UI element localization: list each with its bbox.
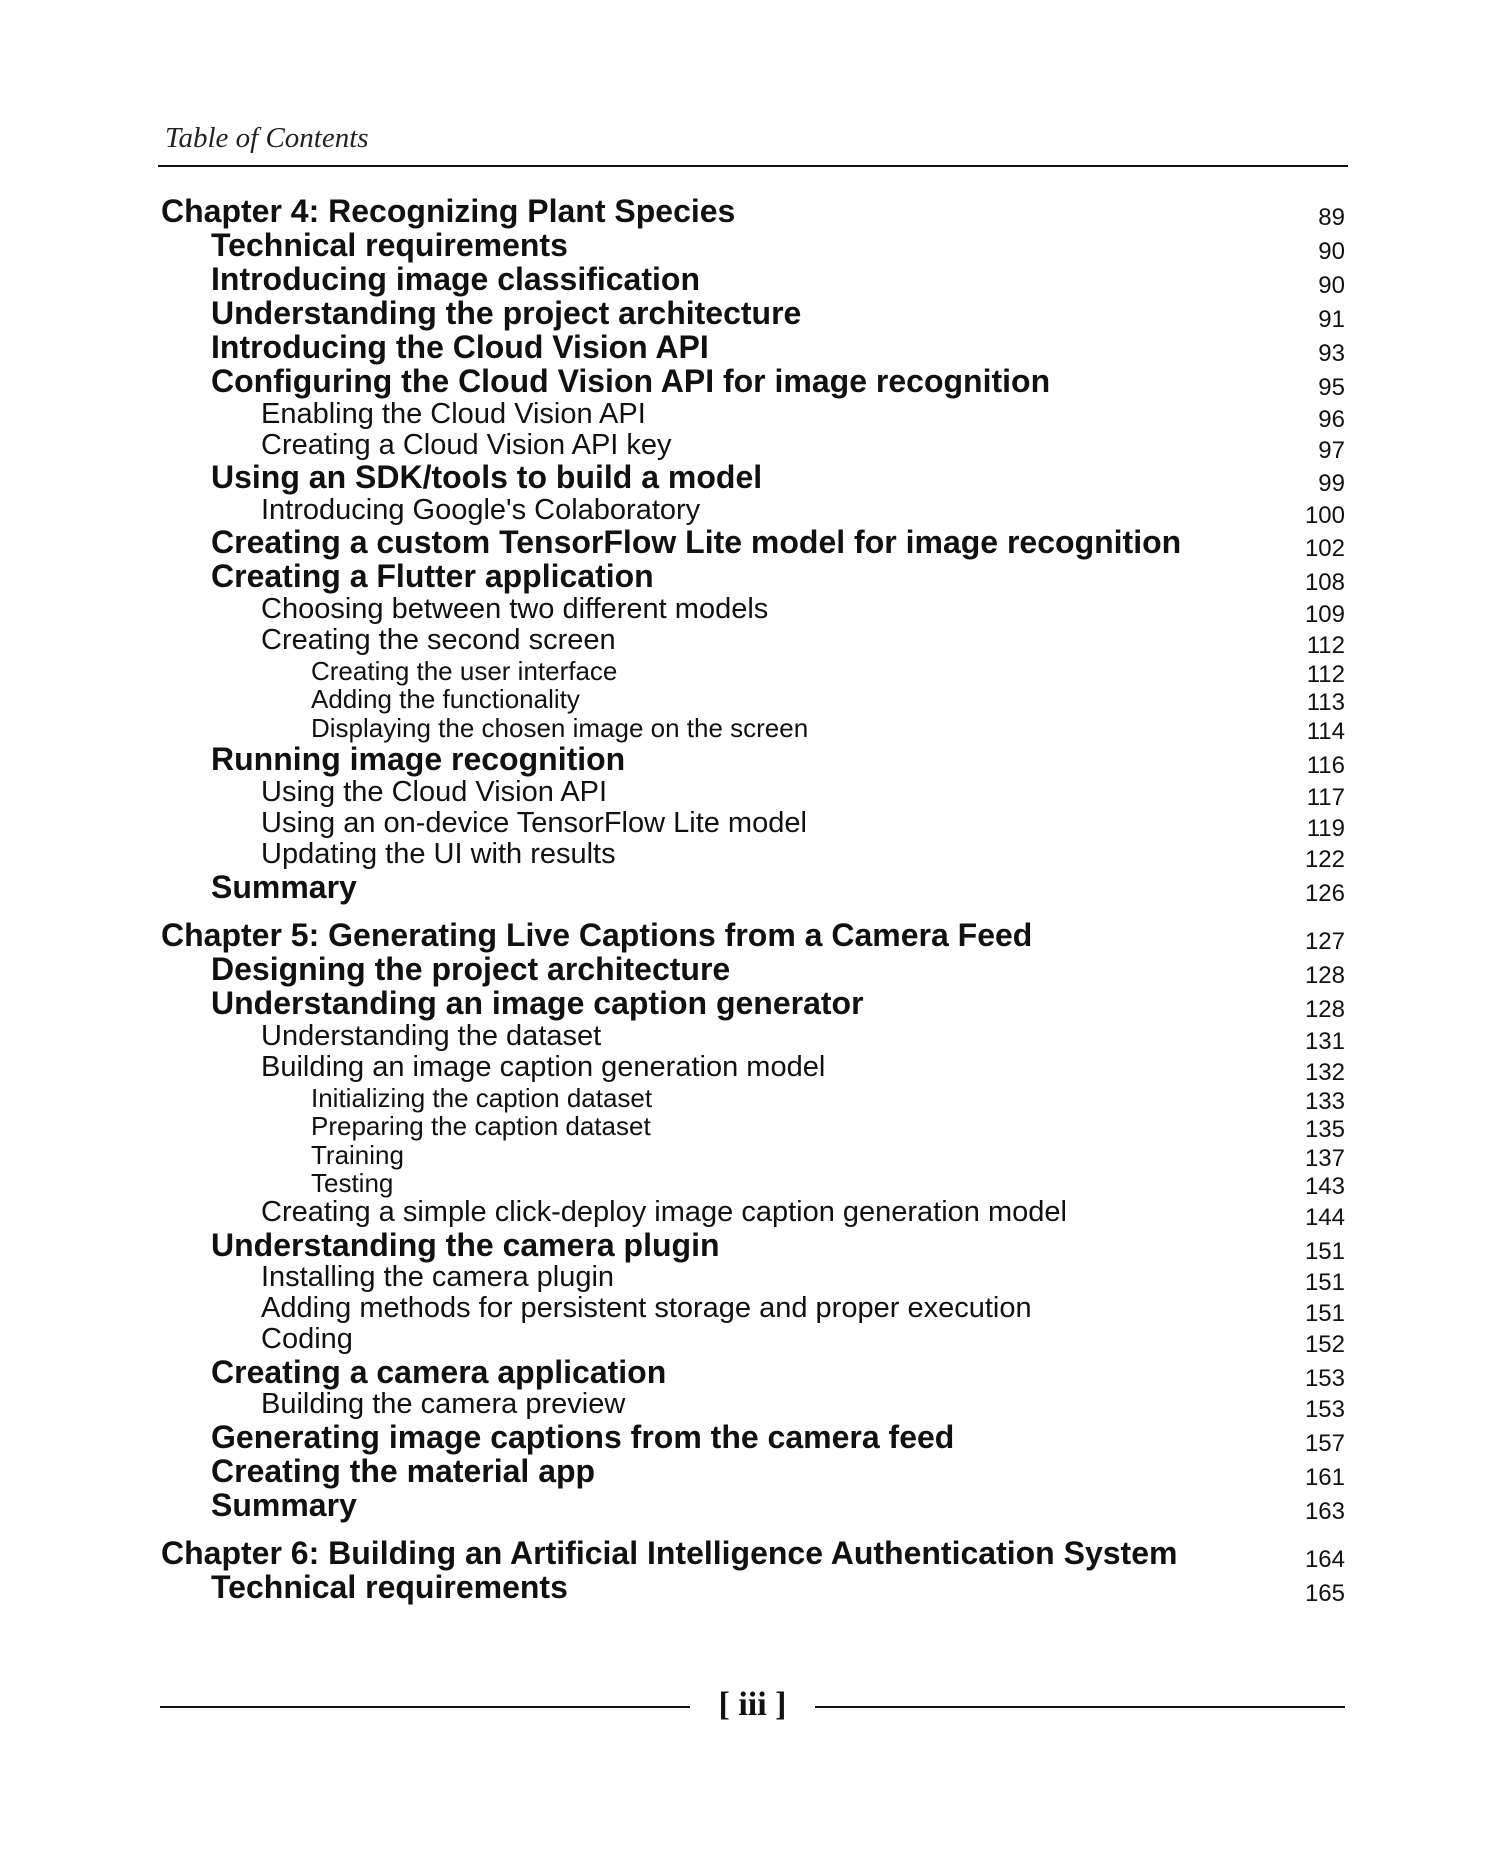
- toc-entry-title[interactable]: Creating the material app: [211, 1453, 596, 1489]
- toc-entry-title[interactable]: Technical requirements: [211, 1569, 568, 1605]
- toc-entry-title[interactable]: Initializing the caption dataset: [311, 1083, 653, 1113]
- toc-entry-title[interactable]: Installing the camera plugin: [261, 1261, 615, 1293]
- toc-entry-page-number: 99: [1318, 470, 1345, 497]
- toc-entry-title[interactable]: Building the camera preview: [261, 1388, 626, 1420]
- toc-entry-title[interactable]: Creating a Cloud Vision API key: [261, 429, 672, 461]
- toc-entry-page-number: 91: [1318, 306, 1345, 333]
- toc-entry-page-number: 102: [1304, 535, 1345, 562]
- toc-entry-subsection[interactable]: [0, 398, 1500, 433]
- toc-entry-title[interactable]: Understanding the camera plugin: [211, 1227, 720, 1263]
- toc-entry-page-number: 131: [1304, 1028, 1345, 1055]
- toc-entry-section[interactable]: [0, 1569, 1500, 1607]
- toc-entry-subsubsection[interactable]: [0, 1140, 1500, 1172]
- toc-entry-page-number: 90: [1318, 238, 1345, 265]
- toc-entry-title[interactable]: Introducing the Cloud Vision API: [211, 329, 709, 365]
- toc-entry-page-number: 164: [1304, 1546, 1345, 1573]
- toc-entry-title[interactable]: Chapter 4: Recognizing Plant Species: [161, 193, 736, 229]
- toc-entry-page-number: 153: [1304, 1365, 1345, 1392]
- toc-entry-title[interactable]: Using an SDK/tools to build a model: [211, 459, 763, 495]
- toc-entry-title[interactable]: Testing: [311, 1168, 394, 1198]
- toc-entry-page-number: 163: [1304, 1498, 1345, 1525]
- toc-entry-subsection[interactable]: [0, 593, 1500, 628]
- toc-entry-page-number: 133: [1304, 1088, 1345, 1115]
- toc-entry-page-number: 114: [1306, 718, 1345, 745]
- toc-entry-title[interactable]: Using the Cloud Vision API: [261, 776, 608, 808]
- toc-entry-title[interactable]: Running image recognition: [211, 741, 626, 777]
- toc-entry-page-number: 119: [1306, 815, 1345, 842]
- toc-entry-section[interactable]: [0, 1354, 1500, 1392]
- toc-entry-title[interactable]: Understanding the project architecture: [211, 295, 802, 331]
- toc-entry-section[interactable]: [0, 363, 1500, 401]
- toc-entry-page-number: 122: [1304, 846, 1345, 873]
- toc-entry-title[interactable]: Adding the functionality: [311, 684, 580, 714]
- toc-entry-subsection[interactable]: [0, 624, 1500, 659]
- toc-entry-page-number: 152: [1304, 1331, 1345, 1358]
- toc-entry-title[interactable]: Coding: [261, 1323, 353, 1355]
- toc-entry-section[interactable]: [0, 558, 1500, 596]
- toc-entry-page-number: 109: [1304, 601, 1345, 628]
- toc-entry-subsection[interactable]: [0, 1051, 1500, 1086]
- toc-entry-title[interactable]: Displaying the chosen image on the screen: [311, 713, 809, 743]
- toc-entry-title[interactable]: Updating the UI with results: [261, 838, 616, 870]
- toc-entry-title[interactable]: Technical requirements: [211, 227, 568, 263]
- toc-entry-page-number: 96: [1318, 406, 1345, 433]
- toc-entry-subsubsection[interactable]: [0, 656, 1500, 688]
- toc-entry-title[interactable]: Chapter 6: Building an Artificial Intelligence Authentication System: [161, 1535, 1178, 1571]
- toc-entry-title[interactable]: Creating a simple click-deploy image caption generation model: [261, 1196, 1067, 1228]
- toc-entry-title[interactable]: Summary: [211, 869, 357, 905]
- toc-entry-page-number: 112: [1306, 632, 1345, 659]
- toc-entry-subsection[interactable]: [0, 1292, 1500, 1327]
- toc-entry-page-number: 93: [1318, 340, 1345, 367]
- toc-entry-title[interactable]: Building an image caption generation model: [261, 1051, 826, 1083]
- toc-entry-page-number: 95: [1318, 374, 1345, 401]
- toc-entry-section[interactable]: [0, 741, 1500, 779]
- toc-entry-page-number: 126: [1304, 880, 1345, 907]
- toc-entry-page-number: 97: [1318, 437, 1345, 464]
- toc-entry-section[interactable]: [0, 985, 1500, 1023]
- toc-entry-page-number: 135: [1304, 1116, 1345, 1143]
- toc-entry-page-number: 113: [1306, 689, 1345, 716]
- toc-entry-title[interactable]: Creating a camera application: [211, 1354, 667, 1390]
- toc-entry-section[interactable]: [0, 869, 1500, 907]
- toc-entry-title[interactable]: Preparing the caption dataset: [311, 1111, 651, 1141]
- toc-entry-page-number: 89: [1318, 204, 1345, 231]
- toc-entry-subsubsection[interactable]: [0, 1111, 1500, 1143]
- toc-entry-page-number: 151: [1304, 1300, 1345, 1327]
- footer-rule-right: [815, 1706, 1345, 1708]
- toc-entry-title[interactable]: Creating the user interface: [311, 656, 618, 686]
- page-number: [ iii ]: [718, 1686, 787, 1723]
- toc-entry-title[interactable]: Creating a Flutter application: [211, 558, 654, 594]
- toc-entry-page-number: 127: [1304, 928, 1345, 955]
- toc-entry-page-number: 128: [1304, 962, 1345, 989]
- toc-entry-title[interactable]: Choosing between two different models: [261, 593, 769, 625]
- toc-entry-subsubsection[interactable]: [0, 684, 1500, 716]
- toc-entry-page-number: 165: [1304, 1580, 1345, 1607]
- toc-entry-page-number: 112: [1306, 661, 1345, 688]
- toc-entry-page-number: 151: [1304, 1238, 1345, 1265]
- running-header-title: Table of Contents: [165, 122, 369, 154]
- toc-entry-page-number: 161: [1304, 1464, 1345, 1491]
- toc-entry-page-number: 117: [1306, 784, 1345, 811]
- toc-entry-title[interactable]: Adding methods for persistent storage and proper execution: [261, 1292, 1032, 1324]
- toc-entry-title[interactable]: Using an on-device TensorFlow Lite model: [261, 807, 807, 839]
- toc-entry-page-number: 90: [1318, 272, 1345, 299]
- toc-entry-section[interactable]: [0, 1227, 1500, 1265]
- toc-entry-section[interactable]: [0, 1487, 1500, 1525]
- toc-entry-title[interactable]: Enabling the Cloud Vision API: [261, 398, 646, 430]
- toc-entry-title[interactable]: Creating a custom TensorFlow Lite model for image recognition: [211, 524, 1182, 560]
- toc-entry-title[interactable]: Creating the second screen: [261, 624, 616, 656]
- toc-entry-page-number: 132: [1304, 1059, 1345, 1086]
- toc-entry-page-number: 144: [1304, 1204, 1345, 1231]
- toc-entry-section[interactable]: [0, 459, 1500, 497]
- toc-entry-page-number: 108: [1304, 569, 1345, 596]
- toc-entry-page-number: 100: [1304, 502, 1345, 529]
- toc-entry-title[interactable]: Designing the project architecture: [211, 951, 731, 987]
- footer-rule-left: [160, 1706, 690, 1708]
- toc-entry-page-number: 116: [1306, 752, 1345, 779]
- toc-entry-subsubsection[interactable]: [0, 1083, 1500, 1115]
- toc-entry-title[interactable]: Configuring the Cloud Vision API for image recognition: [211, 363, 1051, 399]
- toc-entry-page-number: 128: [1304, 996, 1345, 1023]
- toc-entry-page-number: 137: [1304, 1145, 1345, 1172]
- toc-entry-page-number: 153: [1304, 1396, 1345, 1423]
- toc-entry-title[interactable]: Introducing image classification: [211, 261, 700, 297]
- toc-entry-title[interactable]: Understanding the dataset: [261, 1020, 602, 1052]
- toc-entry-subsection[interactable]: [0, 807, 1500, 842]
- toc-entry-page-number: 143: [1304, 1173, 1345, 1200]
- toc-entry-title[interactable]: Introducing Google's Colaboratory: [261, 494, 701, 526]
- toc-entry-page-number: 157: [1304, 1430, 1345, 1457]
- toc-entry-title[interactable]: Generating image captions from the camera feed: [211, 1419, 955, 1455]
- toc-entry-title[interactable]: Training: [311, 1140, 404, 1170]
- toc-entry-title[interactable]: Understanding an image caption generator: [211, 985, 864, 1021]
- toc-entry-title[interactable]: Chapter 5: Generating Live Captions from a Camera Feed: [161, 917, 1033, 953]
- toc-entry-page-number: 151: [1304, 1269, 1345, 1296]
- toc-entry-title[interactable]: Summary: [211, 1487, 357, 1523]
